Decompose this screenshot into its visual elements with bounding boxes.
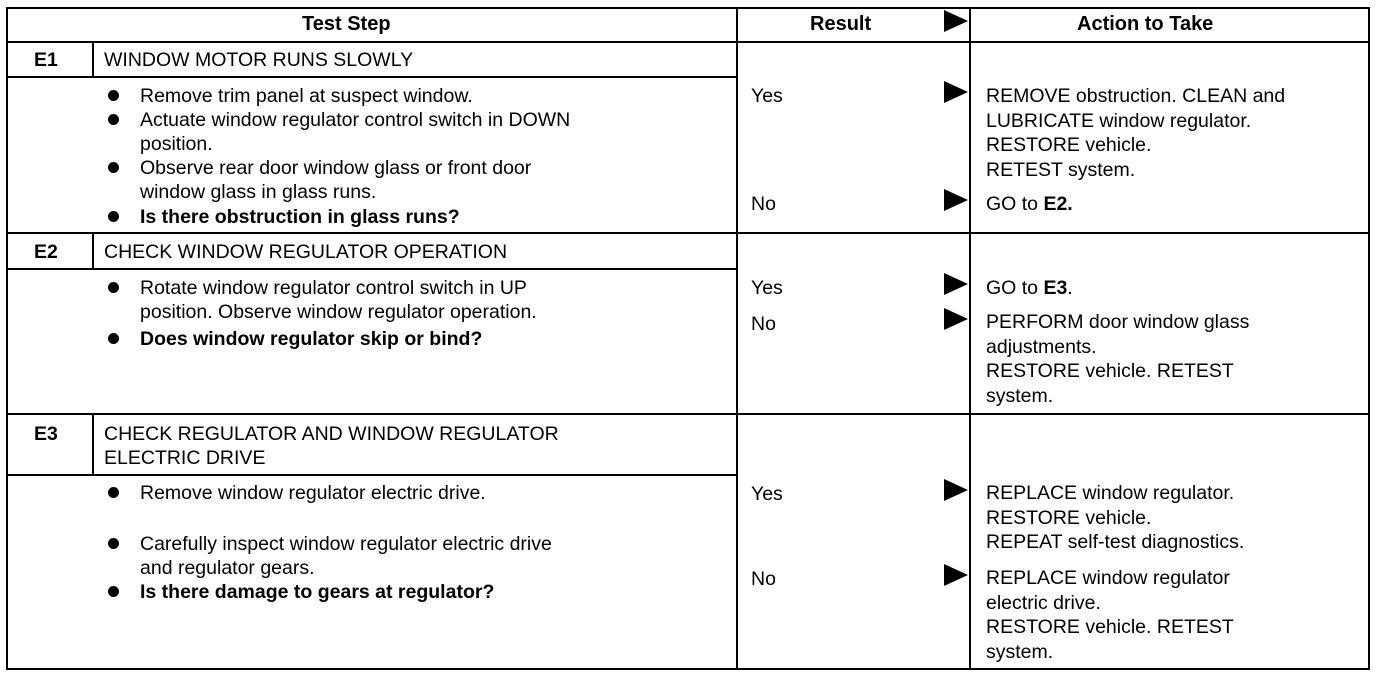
header-arrow-icon (944, 10, 968, 32)
step-title-e3-line-2: ELECTRIC DRIVE (104, 447, 266, 469)
action-text: REPEAT self-test diagnostics. (986, 531, 1245, 553)
e1-bullet-3-line-1: Observe rear door window glass or front door (140, 157, 532, 179)
action-text: RESTORE vehicle. (986, 134, 1152, 156)
arrow-right-icon (944, 189, 968, 211)
bullet-icon (108, 211, 119, 222)
e3-bullet-1: Remove window regulator electric drive. (140, 482, 486, 504)
bullet-icon (108, 487, 119, 498)
action-text: GO to (986, 193, 1044, 215)
grid-header-bottom (6, 41, 1370, 43)
grid-id-col (92, 41, 94, 78)
action-line (986, 530, 1244, 555)
e3-bullet-2-line-2: and regulator gears. (140, 557, 315, 579)
grid-id-col (92, 232, 94, 270)
action-text: RESTORE vehicle. (986, 506, 1152, 529)
result-e1-no: No (751, 193, 776, 215)
action-text: system. (986, 384, 1054, 407)
action-line (986, 384, 1249, 409)
grid-e1-bottom (6, 232, 1370, 234)
arrow-right-icon (944, 308, 968, 330)
e1-bullet-2-line-1: Actuate window regulator control switch in DOWN (140, 109, 571, 131)
action-text: LUBRICATE window regulator. (986, 109, 1252, 132)
result-e2-no: No (751, 313, 776, 335)
result-e3-yes: Yes (751, 483, 783, 505)
grid-action-col (969, 7, 971, 670)
action-text: REPLACE window regulator (986, 567, 1230, 589)
e2-bullet-1-line-1: Rotate window regulator control switch in UP (140, 277, 527, 299)
grid-result-col (736, 7, 738, 670)
step-title-e1: WINDOW MOTOR RUNS SLOWLY (104, 49, 414, 71)
bullet-icon (108, 282, 119, 293)
bullet-icon (108, 114, 119, 125)
action-line (986, 566, 1234, 591)
action-text: REMOVE obstruction. CLEAN and (986, 85, 1286, 107)
result-e3-no: No (751, 568, 776, 590)
action-line (986, 359, 1249, 384)
header-action: Action to Take (1077, 13, 1214, 35)
arrow-right-icon (944, 81, 968, 103)
arrow-right-icon (944, 273, 968, 295)
action-text: E3 (1043, 277, 1068, 299)
action-text: electric drive. (986, 591, 1101, 614)
action-e1-yes (986, 84, 1285, 182)
action-text: PERFORM door window glass (986, 311, 1250, 333)
e1-bullet-3-line-2: window glass in glass runs. (140, 181, 377, 203)
action-e3-no (986, 566, 1234, 664)
action-text: E2. (1043, 193, 1073, 215)
grid-e2-bottom (6, 413, 1370, 415)
action-line (986, 335, 1249, 360)
bullet-icon (108, 90, 119, 101)
arrow-right-icon (944, 564, 968, 586)
action-line (986, 640, 1234, 665)
step-id-e3: E3 (34, 423, 58, 445)
header-result: Result (810, 13, 872, 35)
e3-bullet-2-line-1: Carefully inspect window regulator electric drive (140, 533, 552, 555)
e1-bullet-2-line-2: position. (140, 133, 213, 155)
bullet-icon (108, 538, 119, 549)
action-text: . (1067, 277, 1073, 299)
action-line (986, 310, 1249, 335)
grid-e3-title-bottom (6, 474, 738, 476)
bullet-icon (108, 333, 119, 344)
grid-id-col (92, 413, 94, 476)
action-text: RESTORE vehicle. RETEST (986, 360, 1234, 382)
step-title-e3-line-1: CHECK REGULATOR AND WINDOW REGULATOR (104, 423, 559, 445)
grid-bottom (6, 668, 1370, 670)
e1-bullet-1: Remove trim panel at suspect window. (140, 85, 473, 107)
action-line (986, 133, 1285, 158)
e2-bullet-1-line-2: position. Observe window regulator operation. (140, 301, 537, 323)
action-line (986, 591, 1234, 616)
bullet-icon (108, 162, 119, 173)
grid-right (1368, 7, 1370, 670)
action-text: system. (986, 640, 1054, 663)
e3-bullet-3: Is there damage to gears at regulator? (140, 581, 495, 603)
bullet-icon (108, 586, 119, 597)
action-line (986, 109, 1285, 134)
grid-e1-title-bottom (6, 76, 738, 78)
action-line (986, 276, 1073, 301)
result-e2-yes: Yes (751, 277, 783, 299)
action-e3-yes (986, 481, 1244, 555)
action-line (986, 158, 1285, 183)
action-line (986, 84, 1285, 109)
action-line (986, 192, 1073, 217)
action-text: RETEST system. (986, 158, 1136, 181)
action-text: GO to (986, 277, 1044, 299)
step-title-e2: CHECK WINDOW REGULATOR OPERATION (104, 241, 508, 263)
action-e1-no (986, 192, 1073, 217)
action-text: REPLACE window regulator. (986, 482, 1235, 504)
action-e2-yes (986, 276, 1073, 301)
action-e2-no (986, 310, 1249, 408)
action-text: RESTORE vehicle. RETEST (986, 616, 1234, 638)
grid-top (6, 7, 1370, 9)
e1-bullet-4: Is there obstruction in glass runs? (140, 206, 460, 228)
header-test-step: Test Step (302, 13, 391, 35)
e2-bullet-2: Does window regulator skip or bind? (140, 328, 483, 350)
action-line (986, 481, 1244, 506)
step-id-e1: E1 (34, 49, 58, 71)
result-e1-yes: Yes (751, 85, 783, 107)
arrow-right-icon (944, 479, 968, 501)
action-line (986, 615, 1234, 640)
grid-e2-title-bottom (6, 268, 738, 270)
step-id-e2: E2 (34, 241, 58, 263)
action-line (986, 506, 1244, 531)
action-text: adjustments. (986, 335, 1097, 358)
grid-left (6, 7, 8, 670)
